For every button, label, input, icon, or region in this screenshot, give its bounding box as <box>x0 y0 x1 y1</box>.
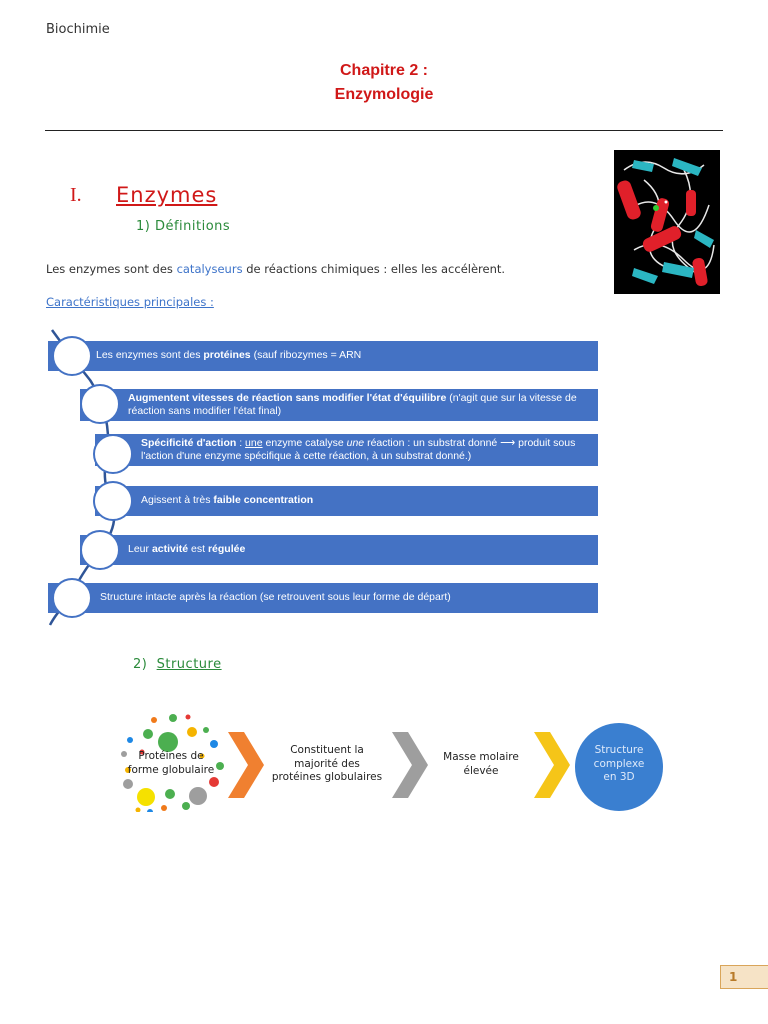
characteristic-text <box>128 392 592 418</box>
flow-step-majority <box>262 744 392 785</box>
section-title: Enzymes <box>116 183 218 207</box>
flow-step-3d <box>576 744 662 785</box>
characteristic-text-part: une <box>346 436 365 449</box>
characteristic-bar <box>48 583 598 613</box>
gray-chevron-arrow <box>392 732 428 798</box>
characteristic-text <box>128 543 245 556</box>
flow-step-3d-line1: Structure <box>594 744 644 756</box>
flow-step-majority-line2: majorité des <box>294 757 360 770</box>
characteristic-bullet-circle <box>52 336 92 376</box>
enzyme-3d-structure-image <box>614 150 720 294</box>
flow-step-mass-line2: élevée <box>463 764 499 777</box>
flow-step-majority-line1: Constituent la <box>290 744 364 756</box>
characteristic-bar <box>95 486 598 516</box>
characteristic-bullet-circle <box>52 578 92 618</box>
document-header-label: Biochimie <box>46 22 110 37</box>
characteristic-bullet-circle <box>80 384 120 424</box>
flow-step-globular-line1: Protéines de <box>138 750 204 762</box>
structure-title: Structure <box>156 657 222 672</box>
flow-step-mass-line1: Masse molaire <box>443 751 519 763</box>
flow-step-3d-line2: complexe <box>593 757 645 770</box>
definition-text-end: de réactions chimiques : elles les accélèrent. <box>242 262 506 276</box>
characteristic-text <box>96 349 361 362</box>
characteristic-text-part: Agissent à très <box>141 494 214 507</box>
flow-step-globular-line2: forme globulaire <box>127 763 215 776</box>
chapter-number: Chapitre 2 : <box>339 62 428 79</box>
characteristic-bullet-circle <box>93 481 133 521</box>
characteristic-text-part: (sauf ribozymes = ARN <box>250 349 362 362</box>
yellow-chevron-arrow <box>534 732 570 798</box>
characteristic-text <box>141 494 313 507</box>
characteristic-bar <box>48 341 598 371</box>
characteristic-text-part: : <box>236 436 246 449</box>
flow-step-mass <box>426 751 536 778</box>
orange-chevron-arrow <box>228 732 264 798</box>
characteristic-text-part: protéines <box>203 349 251 362</box>
characteristic-text-part: régulée <box>207 543 246 556</box>
definition-text-start: Les enzymes sont des <box>46 262 177 276</box>
characteristic-text-part: enzyme catalyse <box>262 436 347 449</box>
characteristic-text-part: Augmentent vitesses de réaction sans modifier l'état d'équilibre <box>128 391 447 404</box>
characteristic-text-part: Structure intacte après la réaction (se retrouvent sous leur forme de départ) <box>100 591 451 604</box>
characteristic-text-part: réaction : un substrat donné ⟶ produit sous l'action d'une enzyme spécifique à cette réaction, à un substrat donné.) <box>141 436 576 462</box>
structure-heading <box>133 657 222 672</box>
characteristic-text-part: activité <box>151 543 189 556</box>
characteristic-bar <box>95 434 598 466</box>
header-divider <box>45 130 723 131</box>
characteristic-text-part: Spécificité d'action <box>141 436 237 449</box>
definition-paragraph <box>46 262 505 276</box>
definition-highlight: catalyseurs <box>176 262 243 276</box>
characteristic-text <box>141 437 592 463</box>
section-number: I. <box>70 184 82 206</box>
characteristic-text-part: Les enzymes sont des <box>96 349 204 362</box>
characteristic-text-part: une <box>245 436 263 449</box>
page-number: 1 <box>720 965 768 989</box>
characteristic-text-part: (n'agit que sur la vitesse de réaction sans modifier l'état final) <box>128 391 577 417</box>
characteristic-bar <box>80 535 598 565</box>
characteristic-text-part: faible concentration <box>213 494 314 507</box>
definitions-heading: 1) Définitions <box>136 219 231 234</box>
characteristic-text-part: Leur <box>128 543 152 556</box>
structure-number: 2) <box>133 657 148 672</box>
characteristic-text-part: est <box>188 543 208 556</box>
flow-step-3d-line3: en 3D <box>603 771 635 784</box>
characteristics-heading: Caractéristiques principales : <box>46 295 214 309</box>
flow-step-globular <box>116 750 226 777</box>
characteristic-bar <box>80 389 598 421</box>
chapter-title: Enzymologie <box>334 86 434 103</box>
flow-step-majority-line3: protéines globulaires <box>271 771 383 784</box>
characteristic-text <box>100 591 451 604</box>
characteristic-bullet-circle <box>93 434 133 474</box>
characteristic-bullet-circle <box>80 530 120 570</box>
